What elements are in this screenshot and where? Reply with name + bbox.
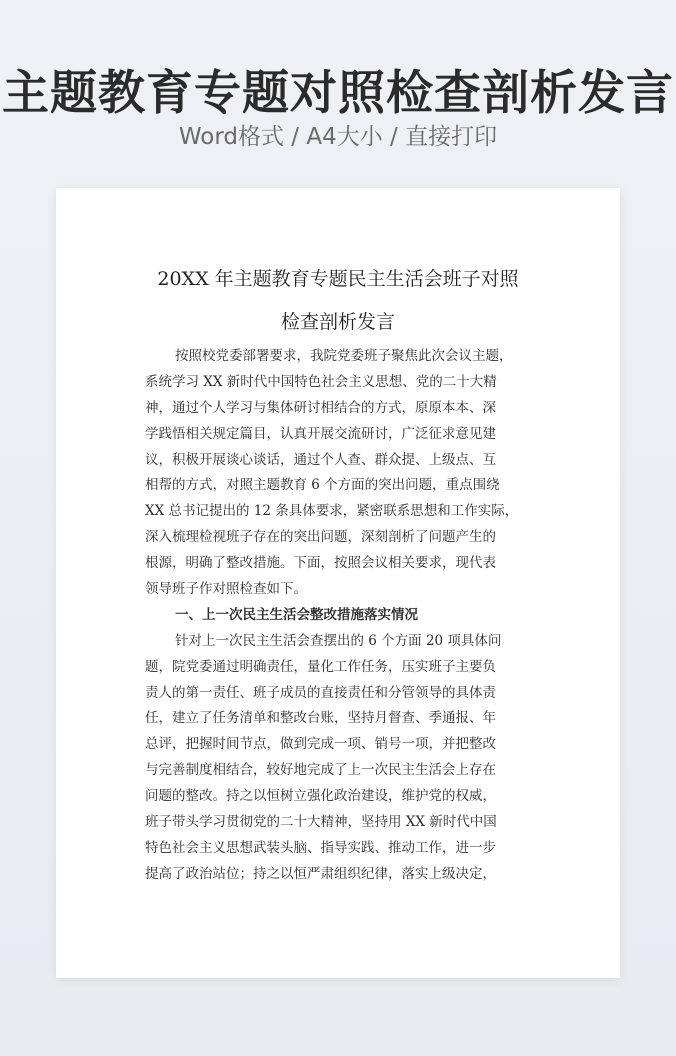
body-line: 按照校党委部署要求，我院党委班子聚焦此次会议主题， bbox=[175, 348, 513, 364]
body-line: 任，建立了任务清单和整改台账，坚持月督查、季通报、年 bbox=[145, 710, 496, 727]
body-line: 神，通过个人学习与集体研讨相结合的方式，原原本本、深 bbox=[145, 399, 496, 416]
body-line: 问题的整改。持之以恒树立强化政治建设，维护党的权威， bbox=[145, 788, 496, 805]
document-title-line-1: 20XX 年主题教育专题民主生活会班子对照 bbox=[157, 268, 519, 290]
body-line: 针对上一次民主生活会查摆出的 6 个方面 20 项具体问 bbox=[175, 632, 502, 649]
body-line: 根源，明确了整改措施。下面，按照会议相关要求，现代表 bbox=[145, 555, 496, 572]
body-line: 议，积极开展谈心谈话，通过个人查、群众提、上级点、互 bbox=[145, 451, 496, 468]
body-line: 提高了政治站位；持之以恒严肃组织纪律，落实上级决定， bbox=[145, 865, 496, 882]
body-line: 学践悟相关规定篇目，认真开展交流研讨，广泛征求意见建 bbox=[145, 425, 496, 442]
document-title-line-2: 检查剖析发言 bbox=[280, 311, 395, 333]
body-line: 领导班子作对照检查如下。 bbox=[145, 581, 307, 598]
body-line: 深入梳理检视班子存在的突出问题，深刻剖析了问题产生的 bbox=[145, 529, 496, 546]
body-line: 责人的第一责任、班子成员的直接责任和分管领导的具体责 bbox=[145, 684, 496, 701]
body-line: 总评，把握时间节点，做到完成一项、销号一项，并把整改 bbox=[145, 736, 496, 753]
body-line: 与完善制度相结合，较好地完成了上一次民主生活会上存在 bbox=[145, 762, 496, 779]
document-body bbox=[145, 344, 535, 888]
body-line: XX 总书记提出的 12 条具体要求，紧密联系思想和工作实际， bbox=[145, 503, 519, 520]
section-heading: 一、上一次民主生活会整改措施落实情况 bbox=[175, 606, 418, 623]
body-line: 题，院党委通过明确责任，量化工作任务，压实班子主要负 bbox=[145, 658, 496, 675]
body-line: 特色社会主义思想武装头脑、指导实践、推动工作，进一步 bbox=[145, 839, 496, 856]
body-line: 系统学习 XX 新时代中国特色社会主义思想、党的二十大精 bbox=[145, 373, 497, 390]
banner-subtitle: Word格式 / A4大小 / 直接打印 bbox=[178, 124, 498, 150]
banner-title: 主题教育专题对照检查剖析发言 bbox=[2, 66, 674, 121]
body-line: 班子带头学习贯彻党的二十大精神，坚持用 XX 新时代中国 bbox=[145, 814, 497, 831]
body-line: 相帮的方式，对照主题教育 6 个方面的突出问题，重点围绕 bbox=[145, 477, 500, 494]
